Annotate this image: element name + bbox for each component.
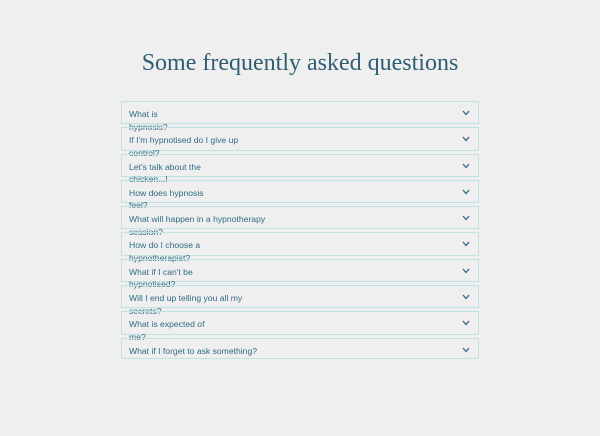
chevron-down-icon [461,187,471,197]
faq-item-session[interactable] [121,206,479,237]
faq-item-secrets[interactable] [121,285,479,316]
faq-question-label: If I'm hypnotised do I give up control? [129,135,239,158]
faq-question-label: Will I end up telling you all my secrets? [129,293,243,316]
faq-question-label: What is expected of me? [129,319,205,342]
faq-accordion [121,101,479,362]
chevron-down-icon [461,239,471,249]
faq-question-label: What if I forget to ask something? [129,345,258,356]
chevron-down-icon [461,318,471,328]
page-title: Some frequently asked questions [141,50,459,76]
faq-item-chicken[interactable] [121,154,479,185]
faq-item-choose-hypnotherapist[interactable] [121,232,479,263]
faq-question-label: How does hypnosis feel? [129,187,204,211]
faq-item-give-up-control[interactable] [121,127,479,158]
chevron-down-icon [461,292,471,302]
chevron-down-icon [461,161,471,171]
faq-item-forget-to-ask[interactable] [121,338,479,359]
faq-question-label: How do I choose a hypnotherapist? [129,240,201,263]
chevron-down-icon [461,266,471,276]
faq-item-how-does-hypnosis-feel[interactable] [121,180,479,211]
faq-item-what-is-hypnosis[interactable] [121,101,479,132]
faq-question-label: What will happen in a hypnotherapy session? [129,214,266,237]
faq-question-label: What if I can't be hypnotised? [129,266,193,290]
chevron-down-icon [461,345,471,355]
faq-item-cant-be-hypnotised[interactable] [121,259,479,290]
chevron-down-icon [461,134,471,144]
chevron-down-icon [461,213,471,223]
chevron-down-icon [461,108,471,118]
faq-question-label: Let's talk about the chicken...! [129,161,201,185]
faq-item-expected-of-me[interactable] [121,311,479,342]
faq-question-label: What is hypnosis? [129,109,168,132]
